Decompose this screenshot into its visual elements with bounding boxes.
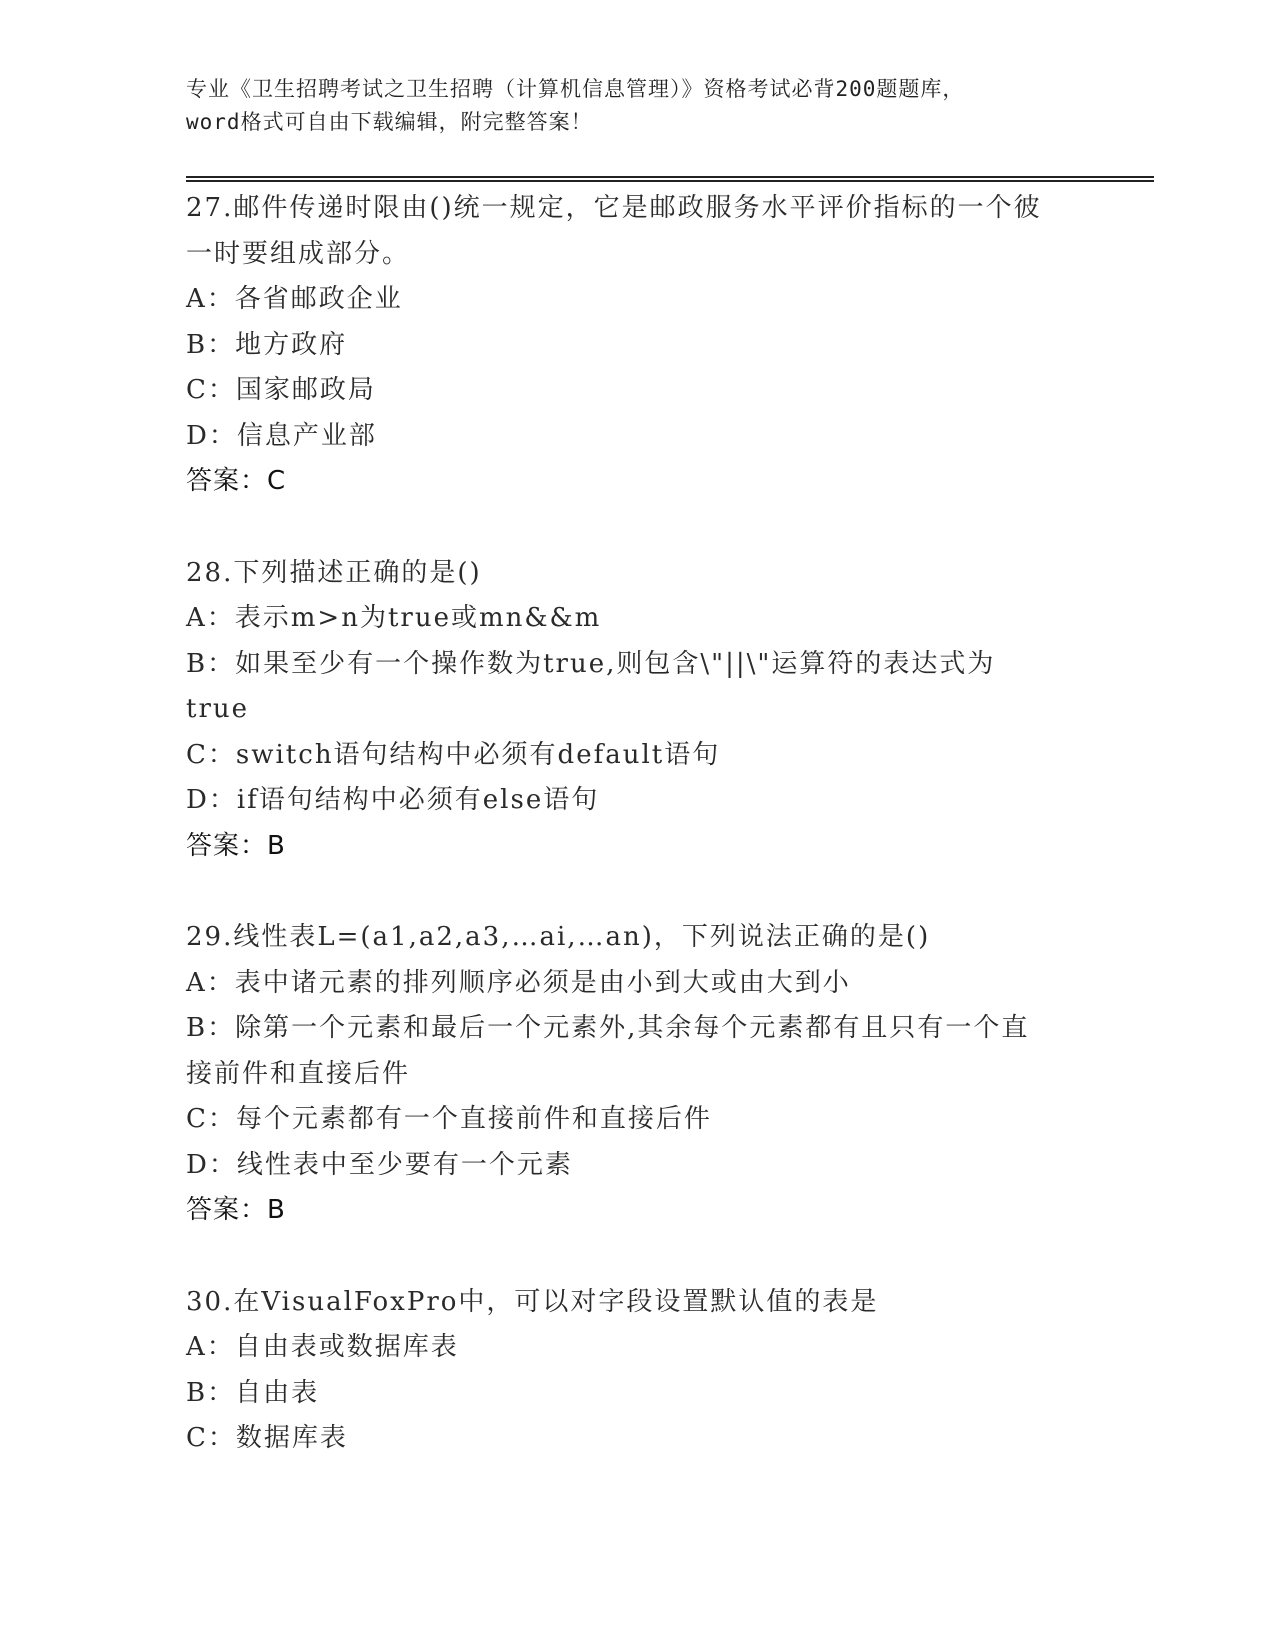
answer-option: B：除第一个元素和最后一个元素外,其余每个元素都有且只有一个直	[186, 1013, 1030, 1043]
header-line-1: 专业《卫生招聘考试之卫生招聘（计算机信息管理）》资格考试必背200题题库，	[186, 77, 965, 101]
answer-option: B：如果至少有一个操作数为true,则包含\"||\"运算符的表达式为	[186, 648, 996, 679]
answer-option: A：表中诸元素的排列顺序必须是由小到大或由大到小	[186, 967, 851, 998]
answer-option: A：表示m>n为true或mn&&m	[186, 603, 602, 633]
answer-option: A：自由表或数据库表	[186, 1332, 459, 1362]
answer-key: 答案：B	[186, 830, 286, 861]
question-stem: 30.在VisualFoxPro中，可以对字段设置默认值的表是	[186, 1286, 879, 1317]
answer-option: C：数据库表	[186, 1423, 348, 1453]
question-block	[186, 186, 1086, 505]
question-stem: 28.下列描述正确的是()	[186, 557, 482, 588]
header-divider	[186, 176, 1154, 182]
question-block	[186, 1280, 1086, 1462]
document-header	[186, 73, 1076, 139]
question-stem: 一时要组成部分。	[186, 238, 411, 269]
question-stem: 27.邮件传递时限由()统一规定，它是邮政服务水平评价指标的一个彼	[186, 193, 1042, 223]
answer-option: true	[186, 694, 250, 724]
answer-option: D：if语句结构中必须有else语句	[186, 785, 600, 815]
answer-option: 接前件和直接后件	[186, 1058, 411, 1089]
answer-key: 答案：B	[186, 1195, 286, 1225]
answer-option: D：信息产业部	[186, 420, 377, 451]
answer-key: 答案：C	[186, 466, 287, 496]
question-stem: 29.线性表L=(a1,a2,a3,…ai,…an)，下列说法正确的是()	[186, 922, 931, 952]
header-line-2: word格式可自由下载编辑，附完整答案！	[186, 110, 593, 134]
question-block	[186, 915, 1086, 1234]
answer-option: B：自由表	[186, 1377, 320, 1408]
answer-option: C：国家邮政局	[186, 375, 376, 405]
answer-option: B：地方政府	[186, 329, 348, 360]
answer-option: A：各省邮政企业	[186, 284, 403, 314]
question-list	[186, 186, 1086, 1508]
question-block	[186, 551, 1086, 870]
answer-option: C：每个元素都有一个直接前件和直接后件	[186, 1104, 712, 1134]
answer-option: C：switch语句结构中必须有default语句	[186, 739, 721, 770]
answer-option: D：线性表中至少要有一个元素	[186, 1149, 573, 1180]
